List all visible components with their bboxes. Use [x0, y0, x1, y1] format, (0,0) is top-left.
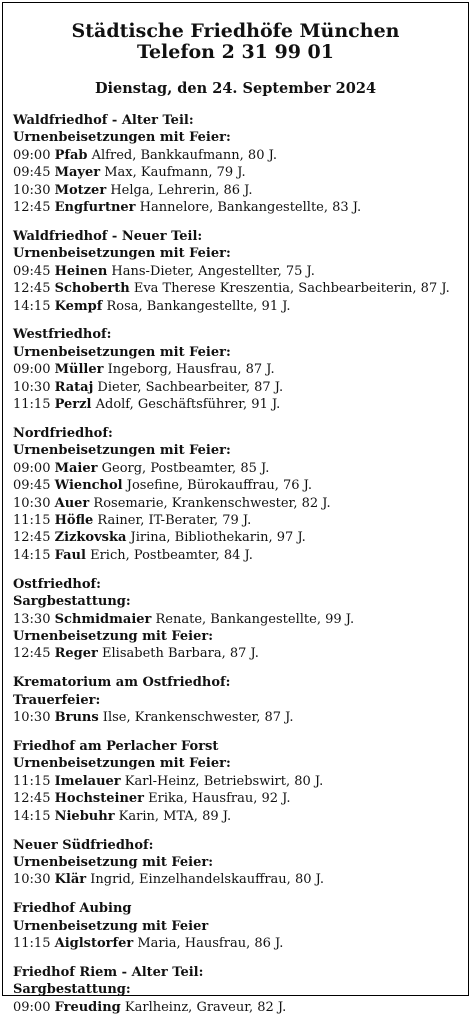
entry-details: Max, Kaufmann, 79 J.	[100, 165, 246, 181]
cemetery-name: Waldfriedhof - Alter Teil:	[13, 113, 194, 128]
entry-surname: Freuding	[54, 999, 121, 1015]
entry-surname: Kempf	[54, 298, 103, 314]
notice-title: Städtische Friedhöfe München	[71, 20, 400, 42]
entry-surname: Pfab	[54, 147, 88, 163]
cemetery-section	[13, 964, 468, 1016]
burial-entry	[13, 199, 468, 216]
burial-entry	[13, 361, 468, 378]
entry-surname: Heinen	[54, 263, 108, 279]
entry-details: Rainer, IT-Berater, 79 J.	[93, 513, 252, 529]
entry-details: Jirina, Bibliothekarin, 97 J.	[126, 530, 306, 546]
ceremony-type: Trauerfeier:	[13, 692, 101, 708]
entry-surname: Niebuhr	[54, 808, 115, 824]
entry-time: 11:15	[13, 397, 55, 413]
entry-details: Eva Therese Kreszentia, Sachbearbeiterin, 87 J.	[129, 281, 450, 297]
cemetery-section	[13, 674, 468, 726]
entry-surname: Hochsteiner	[54, 791, 145, 807]
entry-surname: Schmidmaier	[54, 611, 152, 627]
entry-surname: Zizkovska	[54, 530, 127, 546]
entry-details: Renate, Bankangestellte, 99 J.	[151, 611, 355, 627]
entry-details: Adolf, Geschäftsführer, 91 J.	[91, 397, 281, 413]
entry-details: Rosemarie, Krankenschwester, 82 J.	[89, 495, 331, 511]
cemetery-name: Friedhof Aubing	[13, 901, 132, 917]
entry-time: 14:15	[13, 808, 55, 824]
cemetery-section	[13, 228, 468, 315]
ceremony-type: Urnenbeisetzungen mit Feier:	[13, 344, 231, 360]
cemetery-name: Friedhof Riem - Alter Teil:	[13, 964, 204, 980]
ceremony-type: Urnenbeisetzung mit Feier	[13, 918, 209, 934]
burial-entry	[13, 495, 468, 512]
burial-entry	[13, 611, 468, 628]
burial-entry	[13, 790, 468, 807]
entry-time: 10:30	[13, 872, 55, 888]
entry-surname: Auer	[54, 495, 90, 511]
entry-time: 10:30	[13, 379, 55, 395]
entry-time: 09:45	[13, 263, 55, 279]
entry-time: 14:15	[13, 298, 55, 314]
ceremony-type: Sargbestattung:	[13, 982, 131, 998]
entry-surname: Maier	[54, 460, 98, 476]
entry-surname: Perzl	[54, 397, 92, 413]
cemetery-name: Nordfriedhof:	[13, 426, 113, 441]
entry-surname: Rataj	[54, 379, 94, 395]
entry-details: Erich, Postbeamter, 84 J.	[85, 547, 253, 563]
burial-entry	[13, 871, 468, 888]
burial-entry	[13, 999, 468, 1016]
burial-entry	[13, 935, 468, 952]
entry-details: Maria, Hausfrau, 86 J.	[133, 936, 284, 952]
entry-details: Hannelore, Bankangestellte, 83 J.	[135, 200, 362, 216]
entry-surname: Schoberth	[54, 281, 130, 297]
phone-number: Telefon 2 31 99 01	[136, 41, 334, 63]
burial-entry	[13, 512, 468, 529]
cemetery-section	[13, 425, 468, 564]
cemetery-name: Ostfriedhof:	[13, 576, 101, 592]
entry-time: 09:00	[13, 362, 55, 378]
entry-details: Karlheinz, Graveur, 82 J.	[120, 999, 287, 1015]
entry-time: 09:45	[13, 478, 55, 494]
cemetery-section	[13, 900, 468, 952]
burial-entry	[13, 709, 468, 726]
entry-surname: Imelauer	[54, 773, 121, 789]
ceremony-type: Urnenbeisetzung mit Feier:	[13, 854, 214, 870]
burial-entry	[13, 379, 468, 396]
entry-time: 14:15	[13, 547, 55, 563]
burial-entry	[13, 773, 468, 790]
cemetery-section	[13, 326, 468, 413]
entry-surname: Höfle	[54, 513, 94, 529]
entry-surname: Bruns	[54, 710, 99, 726]
cemetery-name: Westfriedhof:	[13, 327, 112, 343]
entry-time: 10:30	[13, 710, 55, 726]
burial-entry	[13, 182, 468, 199]
burial-entry	[13, 460, 468, 477]
entry-time: 09:00	[13, 999, 55, 1015]
entry-surname: Engfurtner	[54, 200, 136, 216]
entry-surname: Faul	[54, 547, 86, 563]
cemetery-name: Friedhof am Perlacher Forst	[13, 739, 219, 754]
entry-surname: Aiglstorfer	[54, 936, 134, 952]
entry-details: Dieter, Sachbearbeiter, 87 J.	[93, 379, 284, 395]
entry-details: Karin, MTA, 89 J.	[114, 808, 232, 824]
entry-time: 09:00	[13, 460, 55, 476]
entry-details: Karl-Heinz, Betriebswirt, 80 J.	[120, 773, 324, 789]
ceremony-type: Urnenbeisetzungen mit Feier:	[13, 130, 231, 146]
burial-entry	[13, 808, 468, 825]
cemetery-section	[13, 576, 468, 663]
burial-entry	[13, 147, 468, 164]
entry-surname: Klär	[54, 872, 87, 888]
ceremony-type: Sargbestattung:	[13, 594, 131, 610]
entry-time: 12:45	[13, 791, 55, 807]
entry-time: 11:15	[13, 513, 55, 529]
cemetery-section	[13, 837, 468, 889]
burial-entry	[13, 645, 468, 662]
burial-entry	[13, 529, 468, 546]
entry-time: 09:00	[13, 147, 55, 163]
cemetery-list	[3, 98, 468, 1016]
ceremony-type: Urnenbeisetzung mit Feier:	[13, 628, 214, 644]
entry-time: 12:45	[13, 200, 55, 216]
cemetery-name: Neuer Südfriedhof:	[13, 837, 154, 853]
burial-entry	[13, 263, 468, 280]
entry-details: Helga, Lehrerin, 86 J.	[106, 182, 253, 198]
entry-surname: Mayer	[54, 165, 101, 181]
cemetery-name: Krematorium am Ostfriedhof:	[13, 675, 231, 691]
entry-details: Rosa, Bankangestellte, 91 J.	[102, 298, 291, 314]
entry-time: 11:15	[13, 936, 55, 952]
burial-entry	[13, 298, 468, 315]
entry-details: Ilse, Krankenschwester, 87 J.	[98, 710, 294, 726]
entry-time: 12:45	[13, 530, 55, 546]
notice-date: Dienstag, den 24. September 2024	[94, 80, 377, 97]
entry-details: Ingrid, Einzelhandelskauffrau, 80 J.	[86, 872, 324, 888]
ceremony-type: Urnenbeisetzungen mit Feier:	[13, 443, 231, 459]
burial-entry	[13, 280, 468, 297]
cemetery-name: Waldfriedhof - Neuer Teil:	[13, 228, 203, 244]
entry-details: Ingeborg, Hausfrau, 87 J.	[103, 362, 275, 378]
entry-details: Hans-Dieter, Angestellter, 75 J.	[107, 263, 315, 279]
entry-time: 12:45	[13, 281, 55, 297]
entry-time: 11:15	[13, 773, 55, 789]
entry-details: Elisabeth Barbara, 87 J.	[97, 646, 259, 662]
entry-time: 12:45	[13, 646, 55, 662]
entry-time: 09:45	[13, 165, 55, 181]
ceremony-type: Urnenbeisetzungen mit Feier:	[13, 246, 231, 262]
entry-surname: Motzer	[54, 182, 107, 198]
entry-surname: Wienchol	[54, 478, 123, 494]
entry-time: 10:30	[13, 182, 55, 198]
notice-header	[3, 3, 468, 98]
burial-entry	[13, 477, 468, 494]
entry-details: Alfred, Bankkaufmann, 80 J.	[87, 147, 277, 163]
burial-entry	[13, 547, 468, 564]
cemetery-section	[13, 738, 468, 825]
burial-entry	[13, 164, 468, 181]
entry-time: 10:30	[13, 495, 55, 511]
cemetery-section	[13, 112, 468, 216]
ceremony-type: Urnenbeisetzungen mit Feier:	[13, 756, 231, 772]
burial-entry	[13, 396, 468, 413]
entry-surname: Reger	[54, 646, 98, 662]
entry-details: Josefine, Bürokauffrau, 76 J.	[122, 478, 312, 494]
entry-time: 13:30	[13, 611, 55, 627]
entry-details: Erika, Hausfrau, 92 J.	[144, 791, 291, 807]
notice-frame	[2, 2, 469, 1015]
entry-details: Georg, Postbeamter, 85 J.	[97, 460, 270, 476]
entry-surname: Müller	[54, 362, 104, 378]
